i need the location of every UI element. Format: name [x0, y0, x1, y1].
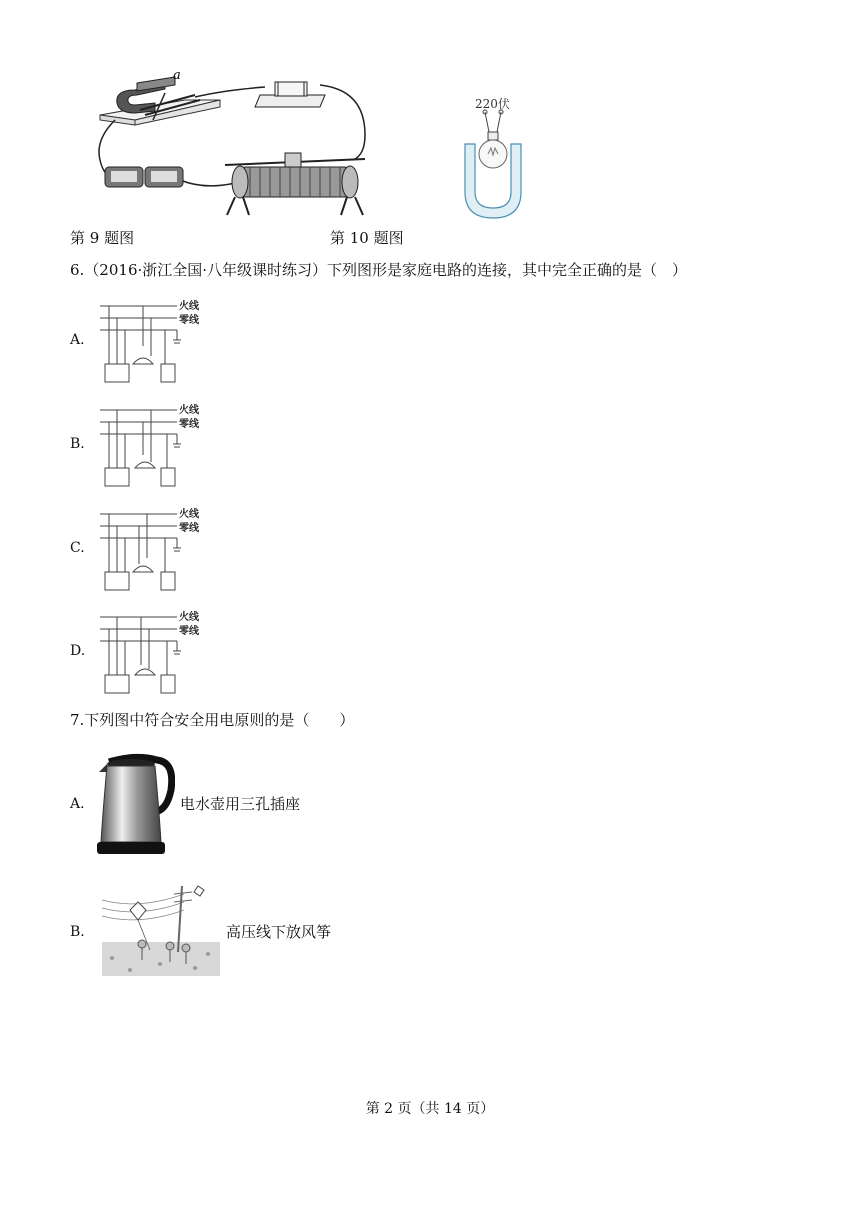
- q6-option-a-diagram: [95, 296, 225, 386]
- q7-option-a-text: 电水壶用三孔插座: [180, 795, 301, 813]
- kettle-image: [95, 750, 175, 860]
- figure-9-circuit: [95, 65, 380, 225]
- figure-10-caption: 第 10 题图: [330, 229, 404, 247]
- q6-option-c-letter: C.: [70, 540, 85, 556]
- page-footer: 第 2 页（共 14 页）: [365, 1101, 495, 1117]
- svg-text:零线: 零线: [179, 419, 199, 430]
- figure-10-bulb: [455, 92, 535, 224]
- svg-text:火线: 火线: [179, 301, 199, 312]
- label-a: a: [173, 68, 181, 83]
- q6-option-d-diagram: [95, 607, 225, 697]
- q6-option-a-letter: A.: [70, 332, 85, 348]
- kite-scene-image: [100, 880, 222, 980]
- question-7-stem: 7.下列图中符合安全用电原则的是（ ）: [70, 711, 355, 729]
- figure-9-caption: 第 9 题图: [70, 229, 135, 247]
- q7-option-b-letter: B.: [70, 924, 85, 940]
- svg-text:火线: 火线: [179, 509, 199, 520]
- q6-option-b-letter: B.: [70, 436, 85, 452]
- svg-text:零线: 零线: [179, 315, 199, 326]
- q7-option-a-letter: A.: [70, 796, 85, 812]
- q6-option-b-diagram: [95, 400, 225, 490]
- question-6-stem: 6.（2016·浙江全国·八年级课时练习）下列图形是家庭电路的连接，其中完全正确的是（ ）: [70, 261, 688, 279]
- svg-text:零线: 零线: [179, 523, 199, 534]
- svg-text:火线: 火线: [179, 612, 199, 623]
- svg-text:火线: 火线: [179, 405, 199, 416]
- q6-option-c-diagram: [95, 504, 225, 594]
- svg-text:零线: 零线: [179, 626, 199, 637]
- q6-option-d-letter: D.: [70, 643, 86, 659]
- voltage-label: 220伏: [475, 97, 510, 111]
- q7-option-b-text: 高压线下放风筝: [226, 923, 332, 941]
